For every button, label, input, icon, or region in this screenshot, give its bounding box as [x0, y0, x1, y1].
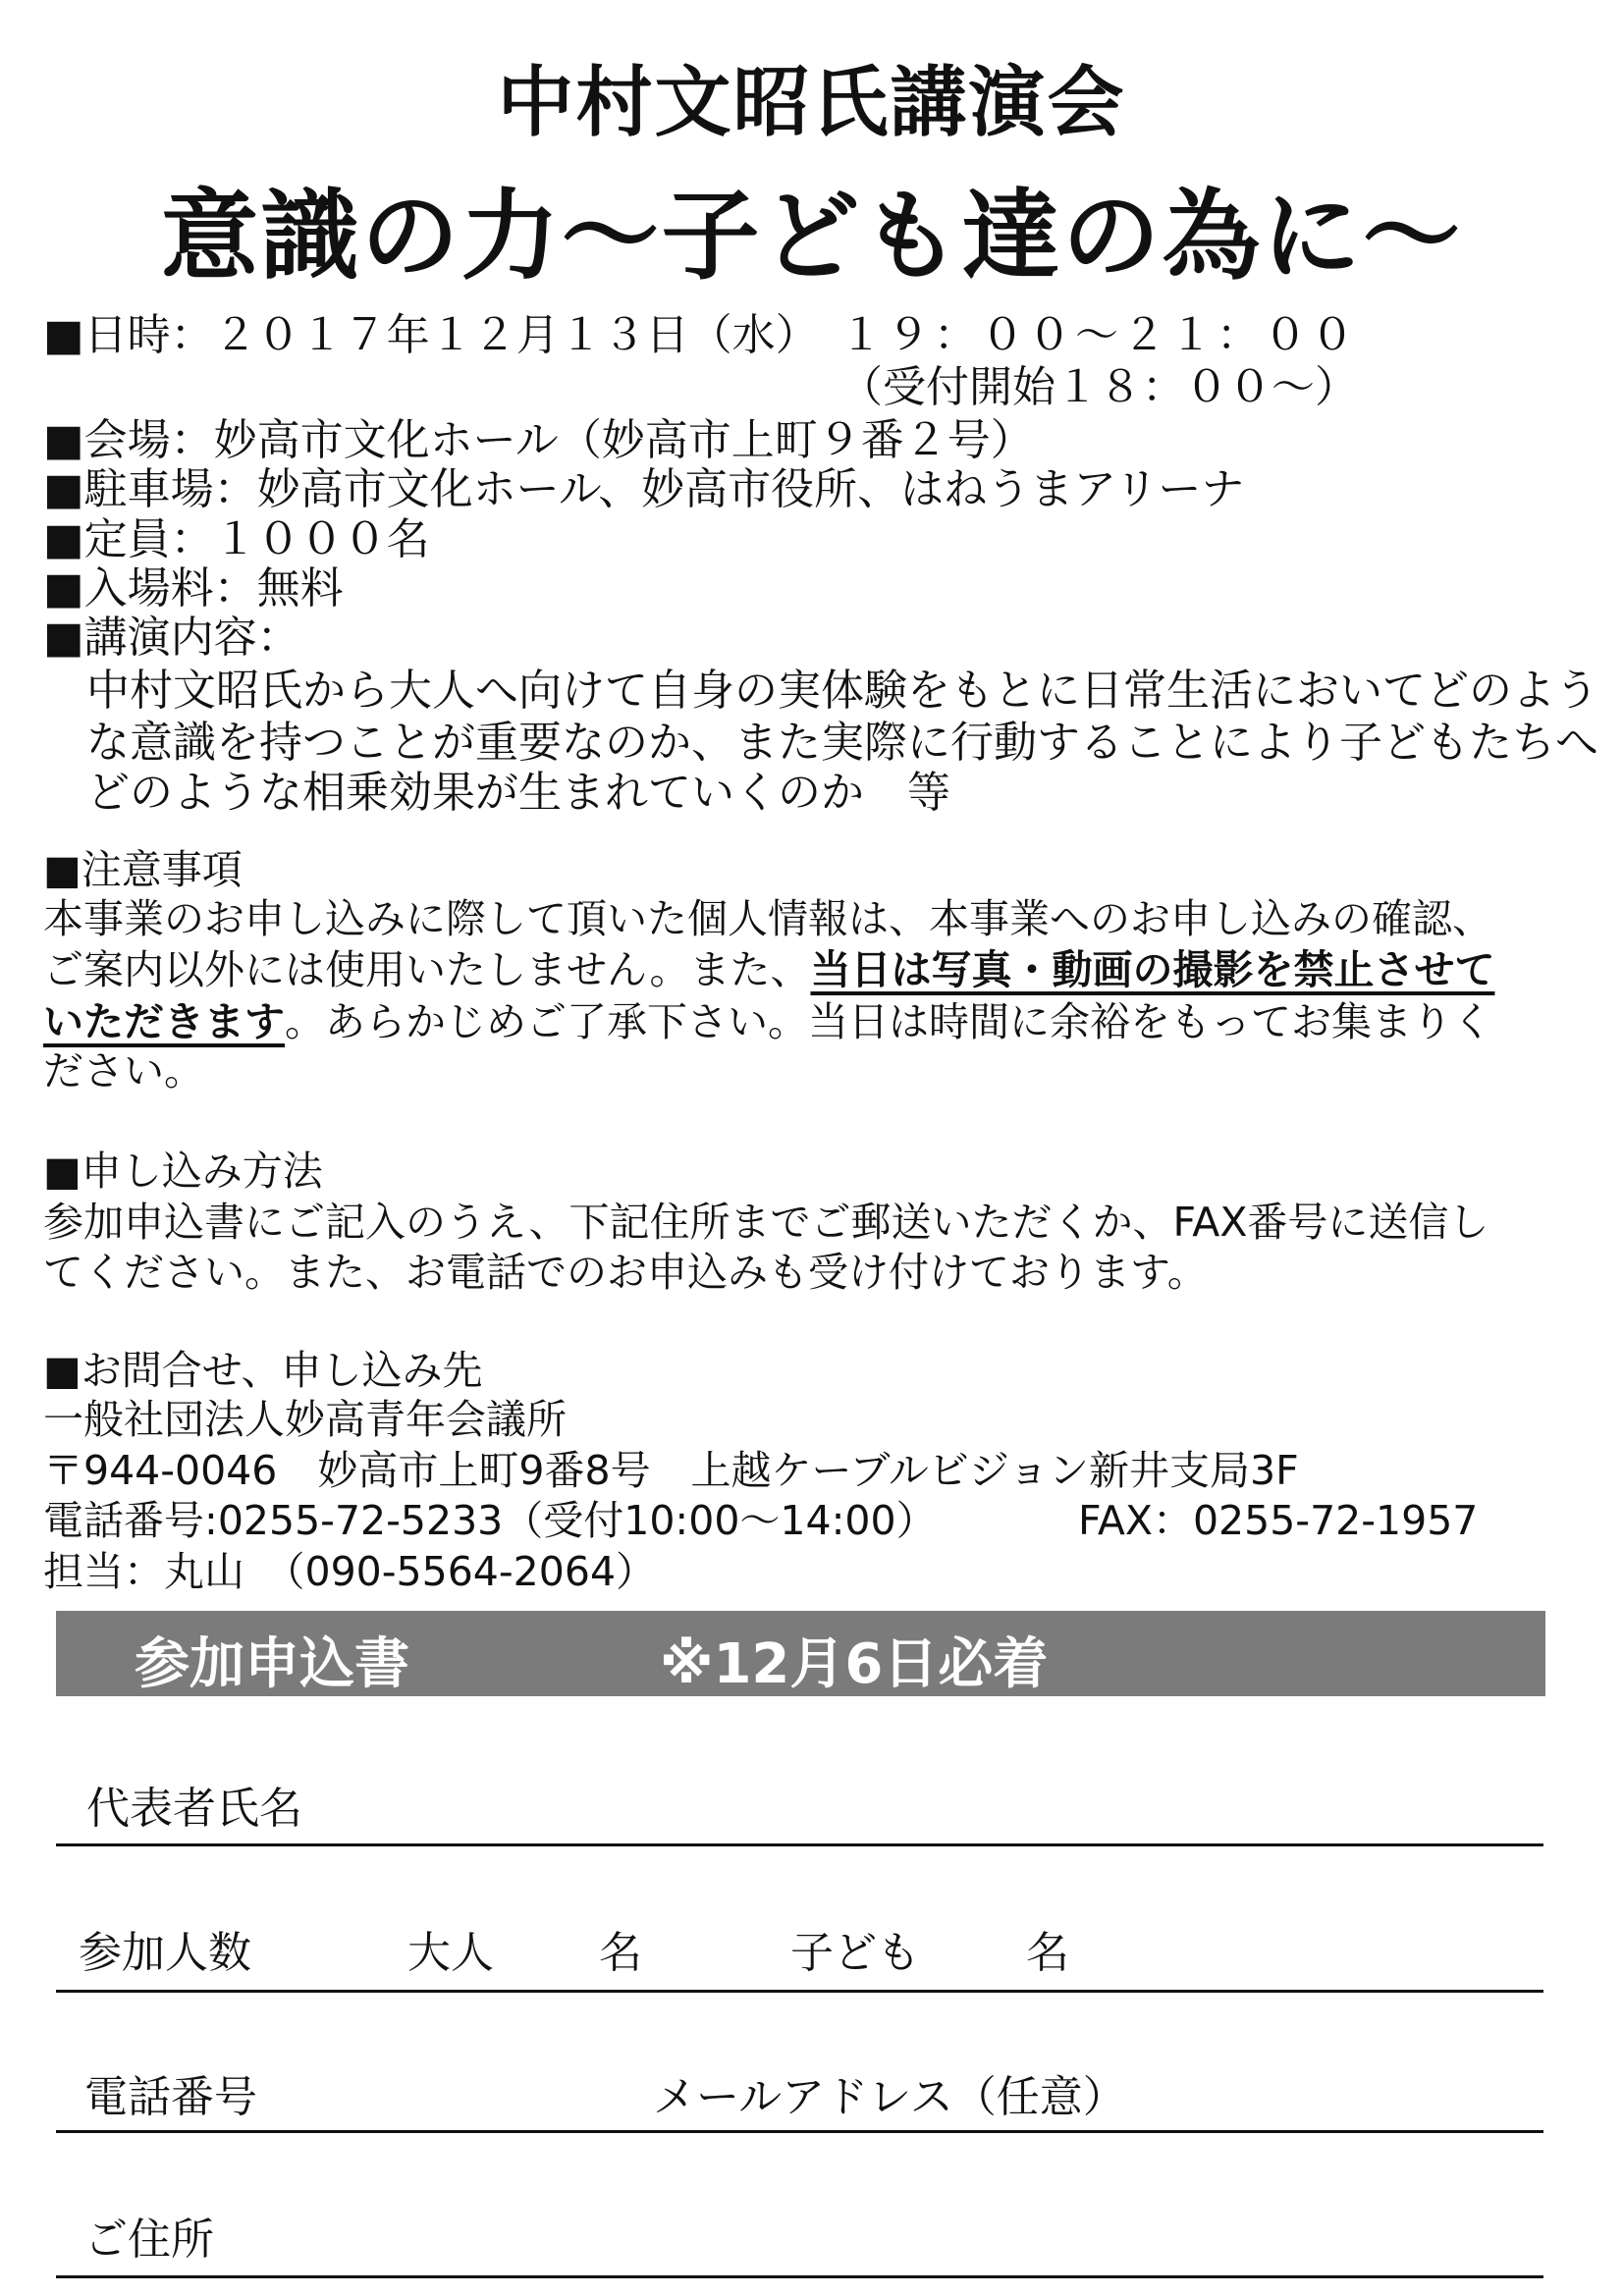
notice-line: 本事業のお申し込みに際して頂いた個人情報は、本事業へのお申し込みの確認、: [43, 895, 1492, 942]
reception-time: （受付開始１８：００～）: [839, 362, 1358, 412]
notice-line: [43, 989, 1492, 1047]
adults-unit: 名: [599, 1928, 642, 1978]
apply-method-line: 参加申込書にご記入のうえ、下記住所までご郵送いただくか、FAX番号に送信し: [43, 1199, 1489, 1246]
participants-field[interactable]: [56, 1990, 1543, 1993]
application-form-header: [56, 1611, 1545, 1696]
notice-heading: ■注意事項: [43, 846, 243, 893]
contact-postal: 〒944-0046 妙高市上町9番8号 上越ケーブルビジョン新井支局3F: [43, 1447, 1299, 1494]
venue: ■会場：妙高市文化ホール（妙高市上町９番２号）: [43, 415, 1034, 465]
content-line: な意識を持つことが重要なのか、また実際に行動することにより子どもたちへ: [86, 718, 1598, 768]
form-title: 参加申込書: [135, 1632, 409, 1696]
phone-email-field[interactable]: [56, 2130, 1543, 2133]
datetime-time: １９：００～２１：００: [839, 310, 1358, 360]
apply-method-heading: ■申し込み方法: [43, 1148, 323, 1195]
content-label: ■講演内容：: [43, 613, 300, 663]
rep-name-field[interactable]: [56, 1843, 1543, 1846]
parking: ■駐車場：妙高市文化ホール、妙高市役所、はねうまアリーナ: [43, 464, 1245, 514]
children-unit: 名: [1026, 1928, 1069, 1978]
contact-org: 一般社団法人妙高青年会議所: [43, 1396, 567, 1443]
capacity: ■定員：１０００名: [43, 514, 430, 564]
form-deadline: ※12月6日必着: [660, 1632, 1049, 1696]
content-line: どのような相乗効果が生まれていくのか 等: [86, 768, 950, 818]
photo-ban-notice: いただきます: [43, 998, 285, 1045]
contact-phone: 電話番号:0255-72-5233（受付10:00～14:00）: [43, 1497, 937, 1544]
lecture-title: 中村文昭氏講演会: [497, 59, 1126, 147]
children-label: 子ども: [790, 1928, 920, 1978]
photo-ban-notice: 当日は写真・動画の撮影を禁止させて: [810, 946, 1495, 993]
contact-heading: ■お問合せ、申し込み先: [43, 1347, 483, 1394]
datetime-date: ■日時：２０１７年１２月１３日（水）: [43, 310, 819, 360]
adults-label: 大人: [407, 1928, 494, 1978]
notice-line: ださい。: [43, 1047, 204, 1095]
email-label: メールアドレス（任意）: [653, 2072, 1126, 2122]
phone-label: 電話番号: [84, 2072, 257, 2122]
apply-method-line: てください。また、お電話でのお申込みも受け付けております。: [43, 1249, 1208, 1296]
notice-text: 。あらかじめご了承下さい。当日は時間に余裕をもってお集まりく: [285, 998, 1492, 1045]
rep-name-label: 代表者氏名: [86, 1784, 302, 1834]
address-field[interactable]: [56, 2275, 1543, 2278]
notice-line: [43, 937, 1494, 995]
participants-label: 参加人数: [79, 1928, 251, 1978]
contact-fax: FAX：0255-72-1957: [1078, 1497, 1479, 1544]
content-line: 中村文昭氏から大人へ向けて自身の実体験をもとに日常生活においてどのよう: [86, 666, 1598, 716]
contact-person: 担当：丸山 （090-5564-2064）: [43, 1548, 657, 1595]
address-label: ご住所: [84, 2215, 214, 2265]
notice-text: ご案内以外には使用いたしません。また、: [43, 946, 811, 993]
admission: ■入場料：無料: [43, 563, 344, 614]
lecture-subtitle: 意識の力～子ども達の為に～: [160, 179, 1463, 294]
